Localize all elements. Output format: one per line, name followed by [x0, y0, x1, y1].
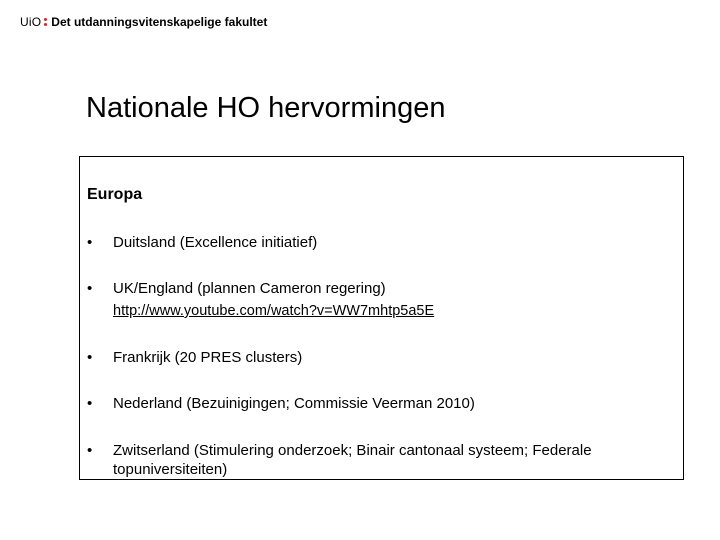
bullet-text: Duitsland (Excellence initiatief) [113, 234, 318, 251]
bullet-text: Frankrijk (20 PRES clusters) [113, 349, 303, 366]
slide-title: Nationale HO hervormingen [86, 92, 446, 124]
uio-logo-text: UiO [20, 15, 42, 29]
bullet-text: UK/England (plannen Cameron regering) [113, 280, 386, 297]
bullet-icon: • [87, 349, 93, 366]
content-box [79, 156, 684, 480]
section-heading: Europa [87, 186, 143, 203]
bullet-icon: • [87, 442, 93, 459]
bullet-text: Nederland (Bezuinigingen; Commissie Veerman 2010) [113, 395, 475, 412]
uio-logo-dots-icon [44, 16, 47, 28]
youtube-link[interactable]: http://www.youtube.com/watch?v=WW7mhtp5a5E [113, 303, 435, 319]
bullet-text-with-link [113, 279, 653, 321]
bullet-icon: • [87, 280, 93, 297]
bullet-icon: • [87, 395, 93, 412]
faculty-name: Det utdanningsvitenskapelige fakultet [51, 15, 268, 29]
header [20, 13, 267, 31]
bullet-icon: • [87, 234, 93, 251]
bullet-text: Zwitserland (Stimulering onderzoek; Binair cantonaal systeem; Federale topuniversiteiten) [113, 442, 592, 478]
